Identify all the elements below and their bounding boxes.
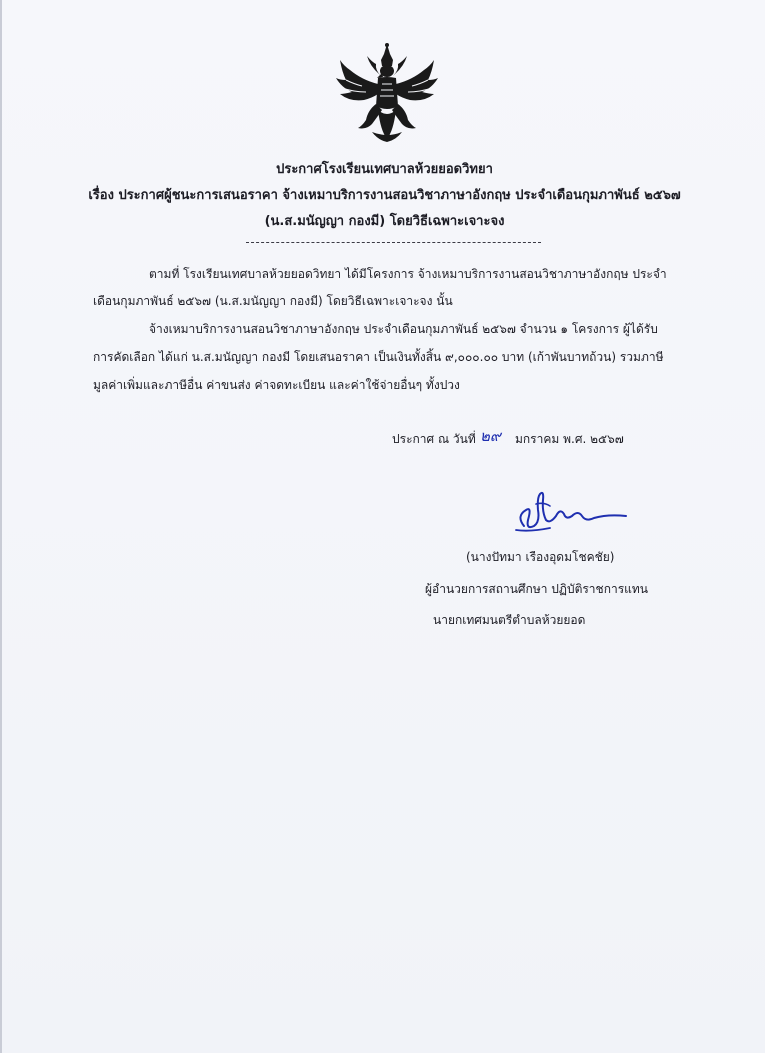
subject-line: เรื่อง ประกาศผู้ชนะการเสนอราคา จ้างเหมาบริการงานสอนวิชาภาษาอังกฤษ ประจำเดือนกุมภาพันธ์ ๒๕๖๗: [88, 188, 681, 203]
signatory-position-2: นายกเทศมนตรีตำบลห้วยยอด: [433, 613, 586, 627]
subject-line-2: (น.ส.มนัญญา กองมี) โดยวิธีเฉพาะเจาะจง: [264, 214, 505, 229]
paragraph-2-line-1: จ้างเหมาบริการงานสอนวิชาภาษาอังกฤษ ประจำเดือนกุมภาพันธ์ ๒๕๖๗ จำนวน ๑ โครงการ ผู้ได้รับ: [149, 322, 658, 336]
paragraph-1-line-2: เดือนกุมภาพันธ์ ๒๕๖๗ (น.ส.มนัญญา กองมี) โดยวิธีเฉพาะเจาะจง นั้น: [93, 294, 453, 308]
garuda-emblem-icon: [332, 40, 442, 145]
paragraph-1-line-1: ตามที่ โรงเรียนเทศบาลห้วยยอดวิทยา ได้มีโครงการ จ้างเหมาบริการงานสอนวิชาภาษาอังกฤษ ประจำ: [149, 267, 667, 281]
date-prefix: ประกาศ ณ วันที่: [392, 432, 476, 446]
date-day-handwritten: ๒๙: [480, 427, 501, 445]
signatory-position: ผู้อำนวยการสถานศึกษา ปฏิบัติราชการแทน: [425, 582, 648, 596]
page-title: ประกาศโรงเรียนเทศบาลห้วยยอดวิทยา: [276, 162, 493, 177]
paragraph-2-line-3: มูลค่าเพิ่มและภาษีอื่น ค่าขนส่ง ค่าจดทะเบียน และค่าใช้จ่ายอื่นๆ ทั้งปวง: [93, 378, 460, 392]
divider: [246, 242, 541, 243]
paragraph-2-line-2: การคัดเลือก ได้แก่ น.ส.มนัญญา กองมี โดยเสนอราคา เป็นเงินทั้งสิ้น ๙,๐๐๐.๐๐ บาท (เก้าพันบาทถ้วน) รวมภาษี: [93, 350, 664, 364]
date-month-year: มกราคม พ.ศ. ๒๕๖๗: [515, 432, 624, 446]
handwritten-signature: [510, 486, 640, 541]
signatory-name: (นางปัทมา เรืองอุดมโชคชัย): [466, 550, 615, 564]
